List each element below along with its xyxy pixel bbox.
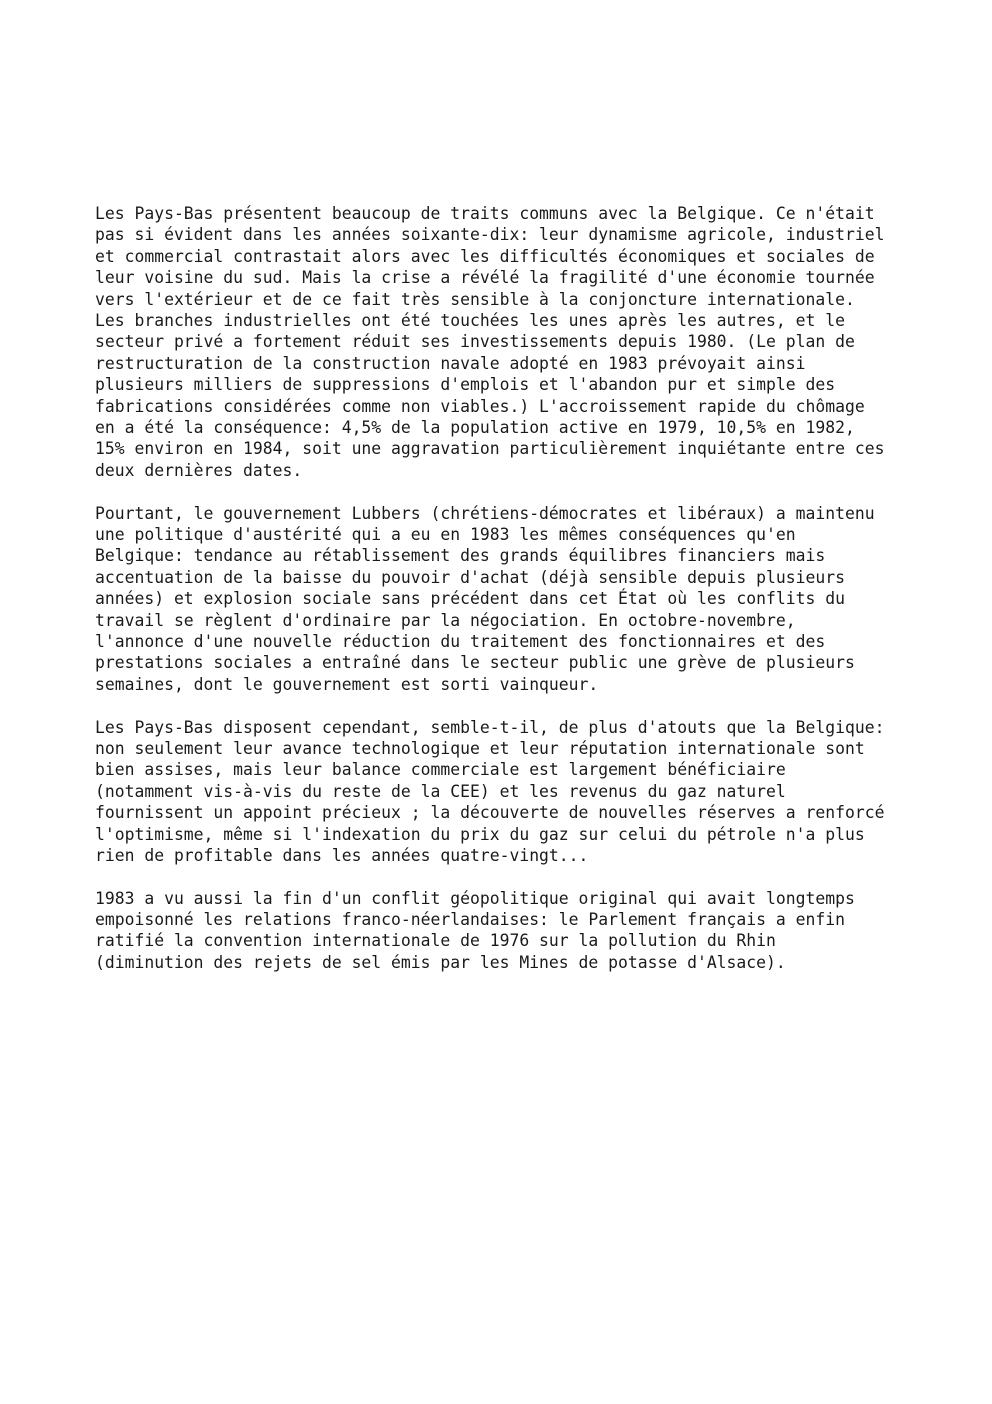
- paragraph-rhine-conflict: 1983 a vu aussi la fin d'un conflit géopolitique original qui avait longtemps empoisonné les relations franco-néerlandaises: le Parlement français a enfin ratifié la convention internationale de 1976 sur la pollution du Rhin (diminution des rejets de sel émis par les Mines de potasse d'Alsace).: [95, 888, 855, 972]
- paragraph-assets: Les Pays-Bas disposent cependant, semble-t-il, de plus d'atouts que la Belgique: non seulement leur avance technologique et leur réputation internationale sont bien assises, mais leur balance commerciale est largement bénéficiaire (notamment vis-à-vis du reste de la CEE) et les revenus du gaz naturel fournissent un appoint précieux ; la découverte de nouvelles réserves a renforcé l'optimisme, même si l'indexation du prix du gaz sur celui du pétrole n'a plus rien de profitable dans les années quatre-vingt...: [95, 717, 885, 865]
- paragraph-economy: Les Pays-Bas présentent beaucoup de traits communs avec la Belgique. Ce n'était pas si évident dans les années soixante-dix: leur dynamisme agricole, industriel et commercial contrastait alors avec les difficultés économiques et sociales de leur voisine du sud. Mais la crise a révélé la fragilité d'une économie tournée vers l'extérieur et de ce fait très sensible à la conjoncture internationale. Les branches industrielles ont été touchées les unes après les autres, et le secteur privé a fortement réduit ses investissements depuis 1980. (Le plan de restructuration de la construction navale adopté en 1983 prévoyait ainsi plusieurs milliers de suppressions d'emplois et l'abandon pur et simple des fabrications considérées comme non viables.) L'accroissement rapide du chômage en a été la conséquence: 4,5% de la population active en 1979, 10,5% en 1982, 15% environ en 1984, soit une aggravation particulièrement inquiétante entre ces deux dernières dates.: [95, 204, 885, 480]
- paragraph-government: Pourtant, le gouvernement Lubbers (chrétiens-démocrates et libéraux) a maintenu une politique d'austérité qui a eu en 1983 les mêmes conséquences qu'en Belgique: tendance au rétablissement des grands équilibres financiers mais accentuation de la baisse du pouvoir d'achat (déjà sensible depuis plusieurs années) et explosion sociale sans précédent dans cet État où les conflits du travail se règlent d'ordinaire par la négociation. En octobre-novembre, l'annonce d'une nouvelle réduction du traitement des fonctionnaires et des prestations sociales a entraîné dans le secteur public une grève de plusieurs semaines, dont le gouvernement est sorti vainqueur.: [95, 503, 875, 694]
- document-body: [95, 203, 945, 995]
